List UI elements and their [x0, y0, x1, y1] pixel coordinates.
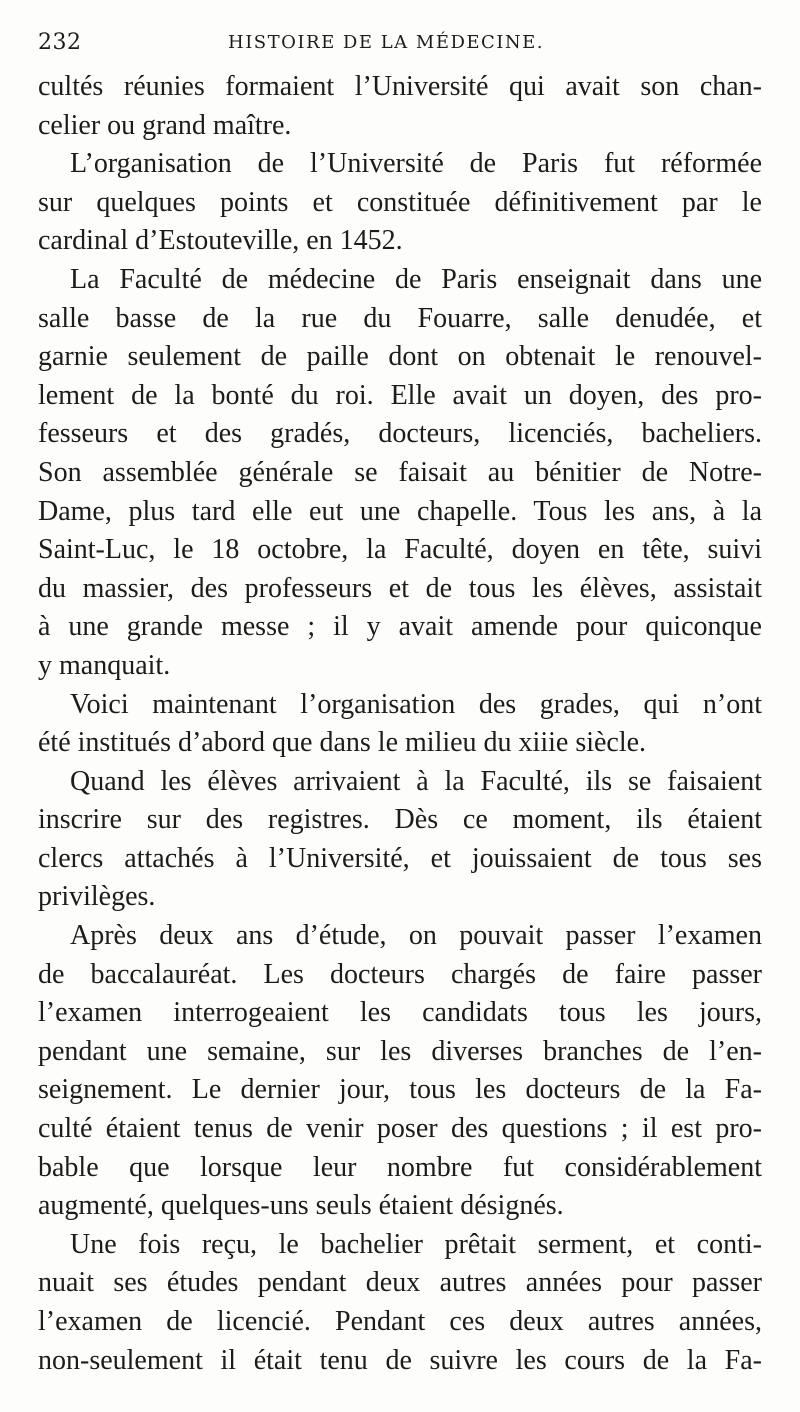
text-line: seignement. Le dernier jour, tous les docteurs de la Fa-: [38, 1074, 762, 1106]
text-line: cardinal d’Estouteville, en 1452.: [38, 225, 403, 257]
text-line: l’examen de licencié. Pendant ces deux autres années,: [38, 1306, 762, 1337]
text-line: Son assemblée générale se faisait au bénitier de Notre-: [38, 456, 762, 488]
text-line: Quand les élèves arrivaient à la Faculté, ils se faisaient: [70, 765, 762, 797]
text-line: bable que lorsque leur nombre fut considérablement: [38, 1151, 762, 1183]
text-line: Dame, plus tard elle eut une chapelle. Tous les ans, à la: [38, 495, 762, 527]
text-line: y manquait.: [38, 649, 171, 681]
running-title: HISTOIRE DE LA MÉDECINE.: [228, 32, 545, 53]
text-line: inscrire sur des registres. Dès ce moment, ils étaient: [38, 804, 762, 836]
text-line: cultés réunies formaient l’Université qui avait son chan-: [38, 71, 762, 102]
text-line: à une grande messe ; il y avait amende pour quiconque: [38, 611, 762, 643]
text-line: non-seulement il était tenu de suivre les cours de la Fa-: [38, 1344, 762, 1376]
body-text: [38, 68, 762, 1380]
text-line: lement de la bonté du roi. Elle avait un doyen, des pro-: [38, 379, 762, 411]
text-line: Après deux ans d’étude, on pouvait passer l’examen: [70, 920, 762, 952]
text-line: privilèges.: [38, 881, 156, 913]
text-line: l’examen interrogeaient les candidats tous les jours,: [38, 997, 762, 1029]
text-line: fesseurs et des gradés, docteurs, licenciés, bacheliers.: [38, 418, 762, 450]
text-line: Saint-Luc, le 18 octobre, la Faculté, doyen en tête, suivi: [38, 534, 762, 566]
page-header: [38, 30, 762, 64]
text-line: clercs attachés à l’Université, et jouissaient de tous ses: [38, 842, 762, 874]
text-line: Une fois reçu, le bachelier prêtait serment, et conti-: [70, 1228, 762, 1260]
text-line: celier ou grand maître.: [38, 109, 292, 141]
text-line: La Faculté de médecine de Paris enseignait dans une: [70, 263, 762, 295]
text-line: augmenté, quelques-uns seuls étaient désignés.: [38, 1190, 564, 1222]
page-number: 232: [38, 30, 82, 55]
text-line: nuait ses études pendant deux autres années pour passer: [38, 1267, 762, 1299]
text-line: sur quelques points et constituée définitivement par le: [38, 186, 762, 218]
text-line: garnie seulement de paille dont on obtenait le renouvel-: [38, 341, 762, 373]
text-line: du massier, des professeurs et de tous les élèves, assistait: [38, 572, 762, 604]
text-line: salle basse de la rue du Fouarre, salle denudée, et: [38, 302, 762, 334]
text-line: de baccalauréat. Les docteurs chargés de faire passer: [38, 958, 762, 990]
text-line: été institués d’abord que dans le milieu du xiiie siècle.: [38, 727, 647, 759]
text-line: L’organisation de l’Université de Paris fut réformée: [70, 148, 762, 180]
text-line: Voici maintenant l’organisation des grades, qui n’ont: [70, 688, 762, 720]
text-line: pendant une semaine, sur les diverses branches de l’en-: [38, 1035, 762, 1067]
text-line: culté étaient tenus de venir poser des questions ; il est pro-: [38, 1113, 762, 1145]
